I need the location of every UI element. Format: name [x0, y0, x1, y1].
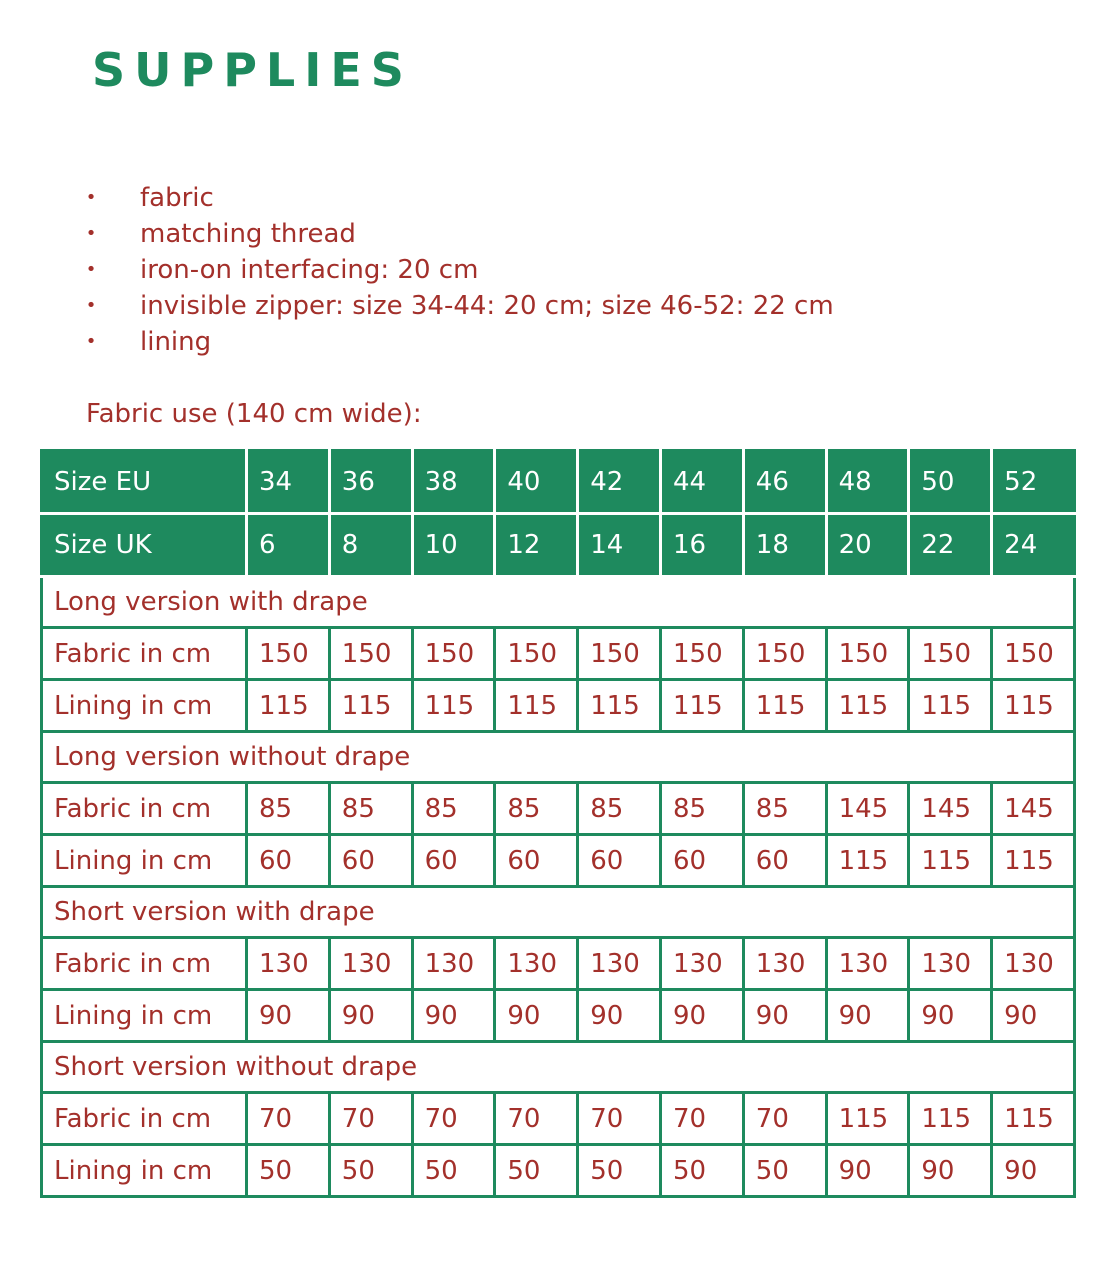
section-row	[42, 732, 1075, 783]
size-eu-row-cell: 50	[909, 451, 992, 514]
section-title: Short version without drape	[42, 1042, 1075, 1093]
bullet-icon: •	[85, 331, 97, 352]
table-cell: 150	[247, 628, 330, 680]
size-uk-row-cell: 18	[743, 514, 826, 577]
table-cell: 130	[743, 938, 826, 990]
row-label: Lining in cm	[42, 1145, 247, 1197]
table-cell: 115	[826, 835, 909, 887]
table-cell: 130	[826, 938, 909, 990]
table-cell: 90	[826, 990, 909, 1042]
table-cell: 145	[909, 783, 992, 835]
table-row	[42, 990, 1075, 1042]
table-cell: 150	[660, 628, 743, 680]
table-cell: 90	[826, 1145, 909, 1197]
table-cell: 150	[495, 628, 578, 680]
table-cell: 70	[743, 1093, 826, 1145]
table-cell: 90	[329, 990, 412, 1042]
table-cell: 90	[495, 990, 578, 1042]
table-cell: 70	[578, 1093, 661, 1145]
supply-item	[84, 180, 834, 216]
table-cell: 50	[495, 1145, 578, 1197]
table-cell: 130	[247, 938, 330, 990]
table-cell: 150	[826, 628, 909, 680]
supply-item-text: fabric	[140, 183, 214, 213]
table-cell: 115	[992, 1093, 1075, 1145]
size-uk-row-cell: 24	[992, 514, 1075, 577]
size-eu-row-cell: 40	[495, 451, 578, 514]
supply-item	[84, 324, 834, 360]
table-cell: 70	[247, 1093, 330, 1145]
supply-item-text: lining	[140, 327, 212, 357]
table-cell: 60	[247, 835, 330, 887]
table-cell: 60	[329, 835, 412, 887]
bullet-icon: •	[85, 259, 97, 280]
table-cell: 50	[578, 1145, 661, 1197]
table-row	[42, 1145, 1075, 1197]
table-row	[42, 1093, 1075, 1145]
table-cell: 150	[992, 628, 1075, 680]
fabric-use-label: Fabric use (140 cm wide):	[86, 399, 422, 429]
table-cell: 130	[495, 938, 578, 990]
table-cell: 90	[743, 990, 826, 1042]
supply-item-text: matching thread	[140, 219, 356, 249]
table-cell: 115	[909, 835, 992, 887]
size-uk-row-cell: 12	[495, 514, 578, 577]
supply-item	[84, 216, 834, 252]
table-row	[42, 628, 1075, 680]
table-cell: 60	[412, 835, 495, 887]
table-cell: 115	[992, 835, 1075, 887]
size-uk-row-cell: 16	[660, 514, 743, 577]
table-cell: 85	[247, 783, 330, 835]
table-cell: 115	[495, 680, 578, 732]
table-cell: 60	[660, 835, 743, 887]
table-cell: 150	[329, 628, 412, 680]
table-cell: 90	[992, 1145, 1075, 1197]
row-label: Fabric in cm	[42, 938, 247, 990]
row-label: Lining in cm	[42, 680, 247, 732]
table-cell: 85	[660, 783, 743, 835]
table-cell: 145	[992, 783, 1075, 835]
section-row	[42, 1042, 1075, 1093]
table-row	[42, 938, 1075, 990]
table-cell: 85	[412, 783, 495, 835]
table-cell: 90	[909, 1145, 992, 1197]
page-title: SUPPLIES	[92, 43, 413, 97]
table-cell: 90	[909, 990, 992, 1042]
size-eu-row-cell: 34	[247, 451, 330, 514]
size-uk-row-label: Size UK	[42, 514, 247, 577]
bullet-icon: •	[85, 187, 97, 208]
size-uk-row-cell: 20	[826, 514, 909, 577]
size-eu-row-cell: 48	[826, 451, 909, 514]
table-cell: 115	[578, 680, 661, 732]
table-cell: 115	[826, 1093, 909, 1145]
table-cell: 115	[412, 680, 495, 732]
size-uk-row-cell: 6	[247, 514, 330, 577]
table-cell: 150	[743, 628, 826, 680]
table-cell: 85	[329, 783, 412, 835]
row-label: Lining in cm	[42, 990, 247, 1042]
section-title: Long version with drape	[42, 577, 1075, 628]
table-cell: 130	[992, 938, 1075, 990]
table-row	[42, 680, 1075, 732]
table-cell: 115	[992, 680, 1075, 732]
table-cell: 130	[329, 938, 412, 990]
size-uk-row-cell: 14	[578, 514, 661, 577]
table-cell: 60	[495, 835, 578, 887]
table-cell: 50	[247, 1145, 330, 1197]
table-cell: 90	[660, 990, 743, 1042]
size-eu-row-cell: 52	[992, 451, 1075, 514]
bullet-icon: •	[85, 295, 97, 316]
table-cell: 90	[412, 990, 495, 1042]
table-cell: 115	[247, 680, 330, 732]
row-label: Fabric in cm	[42, 783, 247, 835]
table-cell: 70	[329, 1093, 412, 1145]
table-cell: 115	[743, 680, 826, 732]
table-cell: 130	[909, 938, 992, 990]
table-cell: 50	[660, 1145, 743, 1197]
table-cell: 130	[412, 938, 495, 990]
size-uk-row-cell: 8	[329, 514, 412, 577]
table-cell: 90	[247, 990, 330, 1042]
row-label: Lining in cm	[42, 835, 247, 887]
table-cell: 145	[826, 783, 909, 835]
table-cell: 85	[495, 783, 578, 835]
supply-item-text: invisible zipper: size 34-44: 20 cm; size 46-52: 22 cm	[140, 291, 834, 321]
size-eu-row-cell: 38	[412, 451, 495, 514]
table-cell: 130	[660, 938, 743, 990]
table-cell: 130	[578, 938, 661, 990]
supply-item	[84, 288, 834, 324]
table-cell: 115	[909, 1093, 992, 1145]
table-cell: 60	[578, 835, 661, 887]
section-row	[42, 887, 1075, 938]
row-label: Fabric in cm	[42, 1093, 247, 1145]
table-cell: 90	[992, 990, 1075, 1042]
table-cell: 150	[909, 628, 992, 680]
table-cell: 115	[660, 680, 743, 732]
table-cell: 50	[412, 1145, 495, 1197]
table-cell: 90	[578, 990, 661, 1042]
table-cell: 85	[578, 783, 661, 835]
section-title: Long version without drape	[42, 732, 1075, 783]
size-eu-row-cell: 36	[329, 451, 412, 514]
supply-item-text: iron-on interfacing: 20 cm	[140, 255, 479, 285]
row-label: Fabric in cm	[42, 628, 247, 680]
size-uk-row-cell: 10	[412, 514, 495, 577]
size-eu-row-cell: 42	[578, 451, 661, 514]
size-eu-row-cell: 46	[743, 451, 826, 514]
table-cell: 115	[826, 680, 909, 732]
supplies-list	[84, 180, 834, 360]
table-cell: 115	[329, 680, 412, 732]
table-cell: 85	[743, 783, 826, 835]
table-cell: 70	[495, 1093, 578, 1145]
table-row	[42, 783, 1075, 835]
size-eu-row-label: Size EU	[42, 451, 247, 514]
fabric-use-table	[40, 449, 1076, 1198]
bullet-icon: •	[85, 223, 97, 244]
section-row	[42, 577, 1075, 628]
table-cell: 60	[743, 835, 826, 887]
supply-item	[84, 252, 834, 288]
table-row	[42, 835, 1075, 887]
table-cell: 50	[329, 1145, 412, 1197]
table-cell: 150	[578, 628, 661, 680]
section-title: Short version with drape	[42, 887, 1075, 938]
size-uk-row-cell: 22	[909, 514, 992, 577]
table-cell: 115	[909, 680, 992, 732]
table-cell: 50	[743, 1145, 826, 1197]
size-eu-row	[42, 451, 1075, 514]
size-eu-row-cell: 44	[660, 451, 743, 514]
table-cell: 150	[412, 628, 495, 680]
size-uk-row	[42, 514, 1075, 577]
table-cell: 70	[412, 1093, 495, 1145]
table-cell: 70	[660, 1093, 743, 1145]
